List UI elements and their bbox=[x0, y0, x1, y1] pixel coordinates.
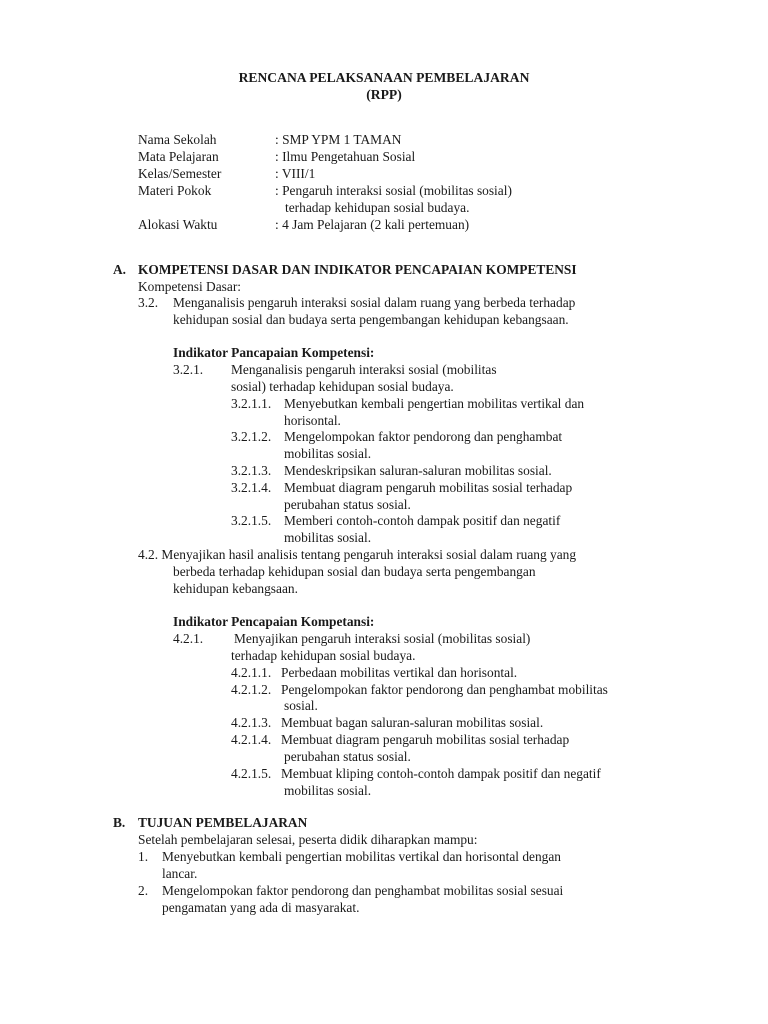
identity-label-school: Nama Sekolah bbox=[138, 132, 217, 147]
ind2-text: Menyajikan pengaruh interaksi sosial (mobilitas sosial) bbox=[234, 631, 531, 646]
kd1-text: Menganalisis pengaruh interaksi sosial dalam ruang yang berbeda terhadap bbox=[173, 295, 576, 310]
identity-label-subject: Mata Pelajaran bbox=[138, 149, 219, 164]
kd2-text: 4.2. Menyajikan hasil analisis tentang pengaruh interaksi sosial dalam ruang yang bbox=[138, 547, 577, 562]
kd1-text-cont: kehidupan sosial dan budaya serta pengembangan kehidupan kebangsaan. bbox=[173, 312, 569, 327]
ind2-item-number: 4.2.1.3. bbox=[231, 715, 272, 730]
identity-value-time: : 4 Jam Pelajaran (2 kali pertemuan) bbox=[275, 217, 470, 232]
ind2-text-cont: terhadap kehidupan sosial budaya. bbox=[231, 648, 416, 663]
ind2-item-text-cont: perubahan status sosial. bbox=[284, 749, 411, 764]
ind1-item-text-cont: horisontal. bbox=[284, 413, 341, 428]
indicator-heading-2: Indikator Pencapaian Kompetansi: bbox=[173, 614, 375, 629]
ind1-number: 3.2.1. bbox=[173, 362, 204, 377]
ind2-item-text: Perbedaan mobilitas vertikal dan horisontal. bbox=[281, 665, 518, 680]
ind1-item-text: Membuat diagram pengaruh mobilitas sosial terhadap bbox=[284, 480, 573, 495]
ind1-item-number: 3.2.1.3. bbox=[231, 463, 272, 478]
ind2-item-number: 4.2.1.4. bbox=[231, 732, 272, 747]
document-subtitle: (RPP) bbox=[366, 87, 402, 102]
objective-number: 2. bbox=[138, 883, 149, 898]
ind1-item-number: 3.2.1.2. bbox=[231, 429, 272, 444]
ind1-item-text: Memberi contoh-contoh dampak positif dan negatif bbox=[284, 513, 561, 528]
ind2-item-number: 4.2.1.2. bbox=[231, 682, 272, 697]
kd1-number: 3.2. bbox=[138, 295, 159, 310]
section-a-heading: KOMPETENSI DASAR DAN INDIKATOR PENCAPAIAN KOMPETENSI bbox=[138, 262, 577, 277]
indicator-heading-1: Indikator Pancapaian Kompetensi: bbox=[173, 345, 375, 360]
objective-text-cont: pengamatan yang ada di masyarakat. bbox=[162, 900, 360, 915]
ind2-item-text: Membuat diagram pengaruh mobilitas sosial terhadap bbox=[281, 732, 570, 747]
ind1-text-cont: sosial) terhadap kehidupan sosial budaya. bbox=[231, 379, 454, 394]
ind1-item-text: Mendeskripsikan saluran-saluran mobilitas sosial. bbox=[284, 463, 552, 478]
ind1-item-text-cont: mobilitas sosial. bbox=[284, 530, 372, 545]
identity-label-topic: Materi Pokok bbox=[138, 183, 212, 198]
identity-label-time: Alokasi Waktu bbox=[138, 217, 218, 232]
ind1-text: Menganalisis pengaruh interaksi sosial (mobilitas bbox=[231, 362, 497, 377]
ind1-item-text-cont: mobilitas sosial. bbox=[284, 446, 372, 461]
identity-value-school: : SMP YPM 1 TAMAN bbox=[275, 132, 402, 147]
ind2-item-text: Pengelompokan faktor pendorong dan penghambat mobilitas bbox=[281, 682, 608, 697]
kd-label: Kompetensi Dasar: bbox=[138, 279, 242, 294]
ind2-item-text: Membuat bagan saluran-saluran mobilitas sosial. bbox=[281, 715, 544, 730]
ind1-item-number: 3.2.1.1. bbox=[231, 396, 272, 411]
kd2-text-cont: kehidupan kebangsaan. bbox=[173, 581, 298, 596]
identity-label-class: Kelas/Semester bbox=[138, 166, 222, 181]
objective-text-cont: lancar. bbox=[162, 866, 198, 881]
objective-number: 1. bbox=[138, 849, 149, 864]
ind1-item-number: 3.2.1.5. bbox=[231, 513, 272, 528]
section-a-letter: A. bbox=[113, 262, 127, 277]
ind2-item-number: 4.2.1.1. bbox=[231, 665, 272, 680]
identity-value-topic: : Pengaruh interaksi sosial (mobilitas sosial) bbox=[275, 183, 512, 198]
identity-value-class: : VIII/1 bbox=[275, 166, 316, 181]
ind1-item-number: 3.2.1.4. bbox=[231, 480, 272, 495]
ind1-item-text: Menyebutkan kembali pengertian mobilitas vertikal dan bbox=[284, 396, 585, 411]
identity-value-subject: : Ilmu Pengetahuan Sosial bbox=[275, 149, 416, 164]
document-title: RENCANA PELAKSANAAN PEMBELAJARAN bbox=[238, 70, 530, 85]
section-b-intro: Setelah pembelajaran selesai, peserta didik diharapkan mampu: bbox=[138, 832, 478, 847]
section-b-heading: TUJUAN PEMBELAJARAN bbox=[138, 815, 308, 830]
ind2-number: 4.2.1. bbox=[173, 631, 204, 646]
ind1-item-text-cont: perubahan status sosial. bbox=[284, 497, 411, 512]
ind2-item-text-cont: sosial. bbox=[284, 698, 318, 713]
objective-text: Mengelompokan faktor pendorong dan penghambat mobilitas sosial sesuai bbox=[162, 883, 564, 898]
ind2-item-text-cont: mobilitas sosial. bbox=[284, 783, 372, 798]
ind2-item-text: Membuat kliping contoh-contoh dampak positif dan negatif bbox=[281, 766, 601, 781]
section-b-letter: B. bbox=[113, 815, 126, 830]
objective-text: Menyebutkan kembali pengertian mobilitas vertikal dan horisontal dengan bbox=[162, 849, 562, 864]
ind1-item-text: Mengelompokan faktor pendorong dan penghambat bbox=[284, 429, 563, 444]
identity-value-topic-cont: terhadap kehidupan sosial budaya. bbox=[285, 200, 470, 215]
kd2-text-cont: berbeda terhadap kehidupan sosial dan budaya serta pengembangan bbox=[173, 564, 536, 579]
ind2-item-number: 4.2.1.5. bbox=[231, 766, 272, 781]
